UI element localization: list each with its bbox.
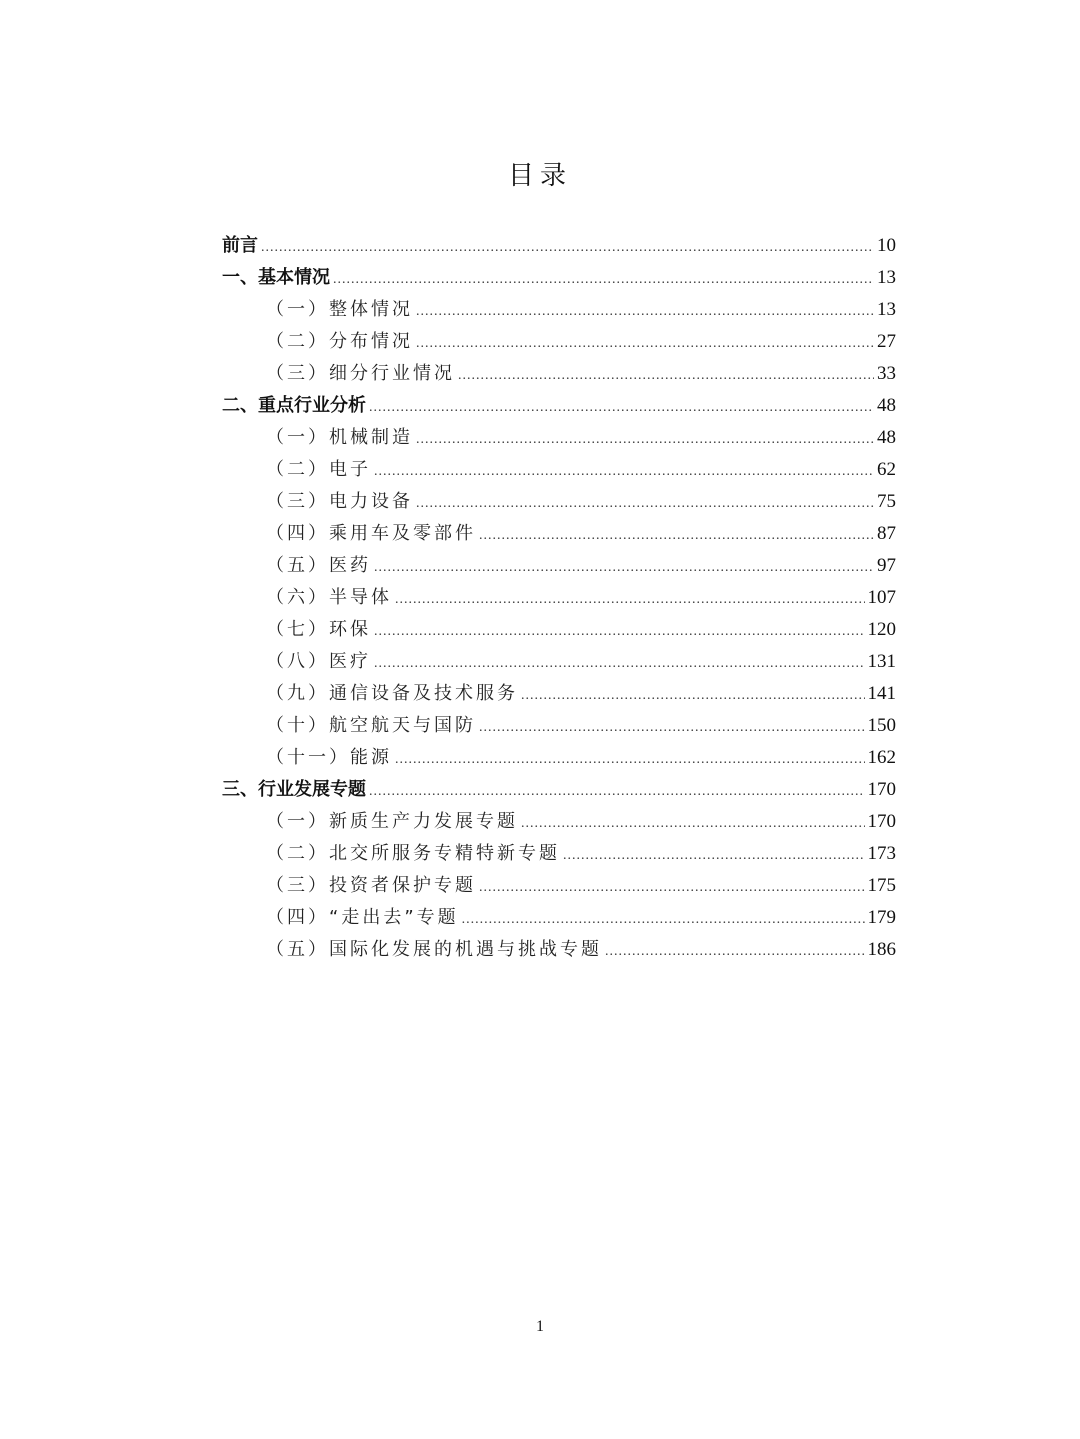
toc-entry-page: 173 [867, 843, 896, 864]
toc-subsection-entry[interactable] [222, 838, 896, 870]
toc-dot-leader [462, 904, 865, 936]
toc-entry-label: （一）机械制造 [266, 427, 413, 448]
toc-dot-leader [369, 776, 865, 808]
toc-entry-page: 33 [877, 363, 896, 384]
toc-dot-leader [521, 680, 865, 712]
toc-entry-label: （七）环保 [266, 619, 371, 640]
toc-dot-leader [374, 552, 874, 584]
toc-subsection-entry[interactable] [222, 550, 896, 582]
toc-entry-page: 131 [867, 651, 896, 672]
toc-subsection-entry[interactable] [222, 358, 896, 390]
toc-dot-leader [605, 936, 865, 968]
toc-entry-page: 107 [867, 587, 896, 608]
table-of-contents [222, 230, 896, 966]
toc-entry-page: 27 [877, 331, 896, 352]
toc-entry-page: 141 [867, 683, 896, 704]
toc-subsection-entry[interactable] [222, 646, 896, 678]
toc-dot-leader [395, 744, 865, 776]
toc-entry-page: 186 [867, 939, 896, 960]
toc-section-entry[interactable] [222, 390, 896, 422]
toc-entry-page: 48 [877, 427, 896, 448]
toc-dot-leader [563, 840, 865, 872]
toc-entry-page: 48 [877, 395, 896, 416]
toc-entry-label: （四）“走出去”专题 [266, 907, 459, 928]
toc-entry-label: （五）国际化发展的机遇与挑战专题 [266, 939, 602, 960]
toc-entry-label: （十）航空航天与国防 [266, 715, 476, 736]
toc-entry-page: 75 [877, 491, 896, 512]
toc-dot-leader [416, 424, 874, 456]
toc-entry-page: 62 [877, 459, 896, 480]
toc-entry-page: 170 [867, 779, 896, 800]
toc-entry-page: 10 [877, 235, 896, 256]
toc-dot-leader [416, 296, 874, 328]
toc-dot-leader [395, 584, 865, 616]
toc-subsection-entry[interactable] [222, 422, 896, 454]
toc-dot-leader [416, 328, 874, 360]
toc-entry-label: 前言 [222, 235, 258, 256]
toc-entry-page: 87 [877, 523, 896, 544]
toc-subsection-entry[interactable] [222, 326, 896, 358]
toc-entry-page: 170 [867, 811, 896, 832]
toc-dot-leader [374, 648, 865, 680]
page-number: 1 [536, 1318, 544, 1335]
toc-entry-label: （一）新质生产力发展专题 [266, 811, 518, 832]
toc-entry-label: （三）细分行业情况 [266, 363, 455, 384]
toc-dot-leader [479, 872, 865, 904]
toc-subsection-entry[interactable] [222, 582, 896, 614]
page-title: 目录 [507, 161, 572, 191]
toc-entry-label: （十一）能源 [266, 747, 392, 768]
toc-entry-label: （五）医药 [266, 555, 371, 576]
toc-subsection-entry[interactable] [222, 454, 896, 486]
toc-section-entry[interactable] [222, 262, 896, 294]
toc-entry-page: 120 [867, 619, 896, 640]
toc-entry-label: （二）电子 [266, 459, 371, 480]
toc-entry-label: （九）通信设备及技术服务 [266, 683, 518, 704]
toc-entry-label: 二、重点行业分析 [222, 395, 366, 416]
toc-entry-label: （二）分布情况 [266, 331, 413, 352]
toc-dot-leader [333, 264, 874, 296]
toc-entry-label: （一）整体情况 [266, 299, 413, 320]
toc-dot-leader [416, 488, 874, 520]
toc-entry-page: 97 [877, 555, 896, 576]
toc-entry-label: （三）电力设备 [266, 491, 413, 512]
toc-subsection-entry[interactable] [222, 870, 896, 902]
toc-entry-page: 13 [877, 267, 896, 288]
toc-dot-leader [479, 712, 865, 744]
toc-subsection-entry[interactable] [222, 902, 896, 934]
toc-entry-page: 13 [877, 299, 896, 320]
toc-dot-leader [369, 392, 874, 424]
toc-dot-leader [458, 360, 874, 392]
toc-dot-leader [374, 616, 865, 648]
toc-entry-page: 179 [867, 907, 896, 928]
toc-subsection-entry[interactable] [222, 294, 896, 326]
toc-subsection-entry[interactable] [222, 486, 896, 518]
toc-dot-leader [261, 232, 874, 264]
toc-dot-leader [479, 520, 874, 552]
toc-entry-page: 162 [867, 747, 896, 768]
toc-entry-page: 175 [867, 875, 896, 896]
toc-section-entry[interactable] [222, 230, 896, 262]
toc-subsection-entry[interactable] [222, 742, 896, 774]
toc-subsection-entry[interactable] [222, 614, 896, 646]
toc-entry-label: 一、基本情况 [222, 267, 330, 288]
toc-section-entry[interactable] [222, 774, 896, 806]
toc-subsection-entry[interactable] [222, 518, 896, 550]
toc-subsection-entry[interactable] [222, 806, 896, 838]
toc-entry-page: 150 [867, 715, 896, 736]
toc-entry-label: （二）北交所服务专精特新专题 [266, 843, 560, 864]
toc-entry-label: （八）医疗 [266, 651, 371, 672]
toc-subsection-entry[interactable] [222, 934, 896, 966]
toc-dot-leader [374, 456, 874, 488]
toc-dot-leader [521, 808, 865, 840]
toc-entry-label: 三、行业发展专题 [222, 779, 366, 800]
toc-entry-label: （四）乘用车及零部件 [266, 523, 476, 544]
toc-entry-label: （六）半导体 [266, 587, 392, 608]
toc-subsection-entry[interactable] [222, 710, 896, 742]
toc-subsection-entry[interactable] [222, 678, 896, 710]
toc-entry-label: （三）投资者保护专题 [266, 875, 476, 896]
